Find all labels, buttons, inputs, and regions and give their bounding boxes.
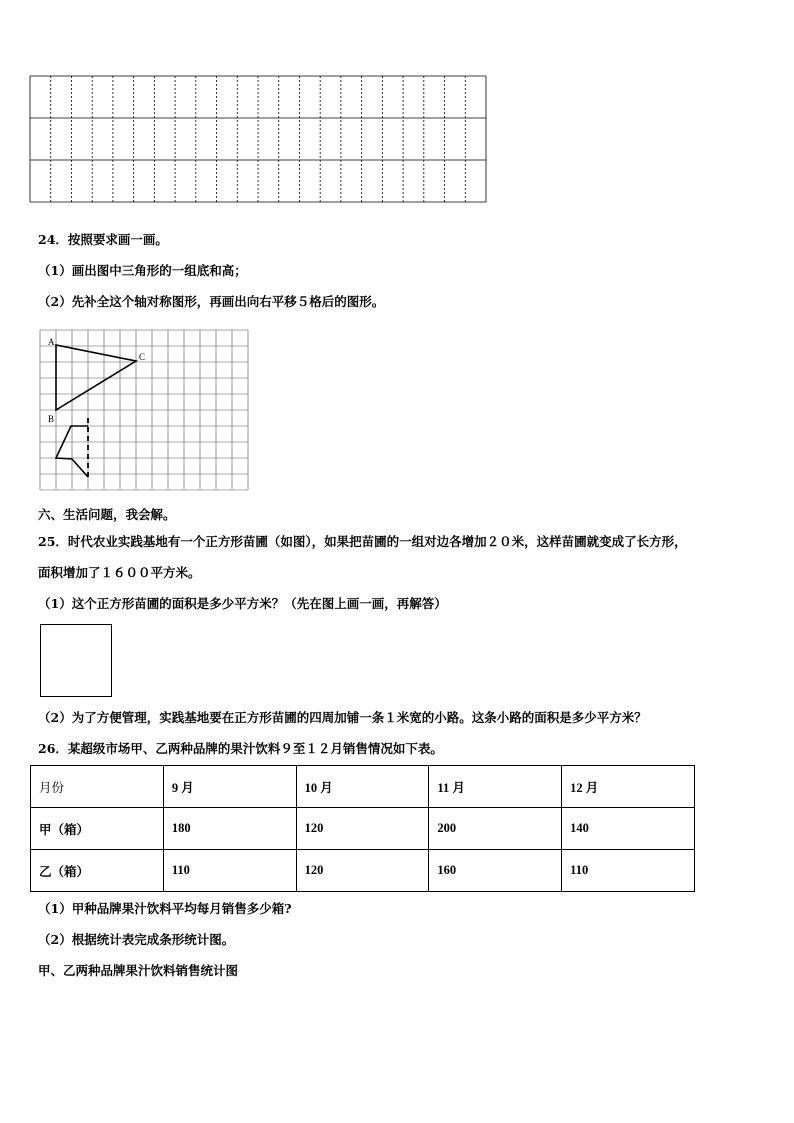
table-cell: 110	[163, 850, 296, 892]
q25-line1: 25．时代农业实践基地有一个正方形苗圃（如图），如果把苗圃的一组对边各增加２０米，这样苗圃就变成了长方形，	[38, 534, 687, 549]
q25-part2: （2）为了方便管理，实践基地要在正方形苗圃的四周加铺一条１米宽的小路。这条小路的面积是多少平方米？	[38, 710, 647, 725]
table-row	[31, 850, 695, 892]
label-c: C	[139, 352, 146, 362]
triangle-grid-figure	[30, 320, 290, 500]
table-cell: 110	[562, 850, 695, 892]
q26-part2: （2）根据统计表完成条形统计图。	[38, 932, 235, 947]
q24-part1: （1）画出图中三角形的一组底和高；	[38, 263, 247, 278]
table-cell: 120	[296, 808, 429, 850]
q25-part1: （1）这个正方形苗圃的面积是多少平方米？（先在图上画一画，再解答）	[38, 596, 447, 611]
q25-line2: 面积增加了１６００平方米。	[38, 565, 201, 580]
label-a: A	[48, 337, 55, 347]
table-row	[31, 808, 695, 850]
table-cell: 160	[429, 850, 562, 892]
writing-grid	[0, 0, 794, 210]
table-cell: 140	[562, 808, 695, 850]
table-header-cell: 11 月	[429, 766, 562, 808]
table-header-cell: 10 月	[296, 766, 429, 808]
table-header-row	[31, 766, 695, 808]
section6-title: 六、生活问题，我会解。	[38, 507, 176, 522]
table-cell: 120	[296, 850, 429, 892]
q26-part1: （1）甲种品牌果汁饮料平均每月销售多少箱?	[38, 901, 292, 916]
q26-intro: 26．某超级市场甲、乙两种品牌的果汁饮料９至１２月销售情况如下表。	[38, 741, 443, 756]
table-header-cell: 月份	[31, 766, 164, 808]
label-b: B	[48, 414, 55, 424]
sales-table	[30, 765, 695, 892]
square-nursery-figure	[40, 624, 112, 697]
table-row-label: 乙（箱）	[31, 850, 164, 892]
q26-chart-title: 甲、乙两种品牌果汁饮料销售统计图	[38, 963, 239, 978]
table-cell: 180	[163, 808, 296, 850]
table-row-label: 甲（箱）	[31, 808, 164, 850]
table-header-cell: 12 月	[562, 766, 695, 808]
q24-part2: （2）先补全这个轴对称图形，再画出向右平移５格后的图形。	[38, 294, 385, 309]
q24-title: 24．按照要求画一画。	[38, 232, 168, 247]
triangle-abc	[56, 345, 136, 410]
table-header-cell: 9 月	[163, 766, 296, 808]
table-cell: 200	[429, 808, 562, 850]
